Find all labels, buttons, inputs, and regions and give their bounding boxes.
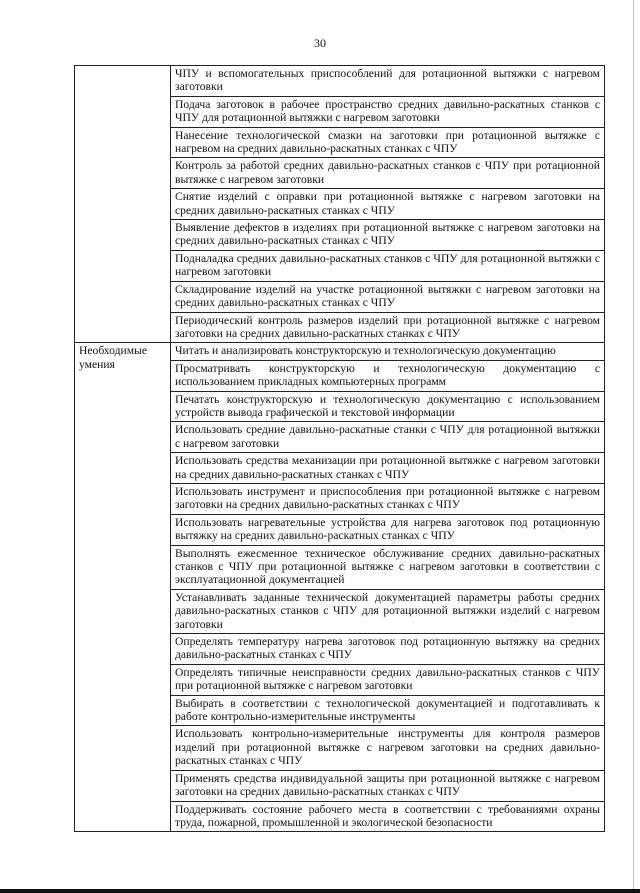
item-cell: Использовать средние давильно-раскатные станки с ЧПУ для ротационной вытяжки с нагревом заготовки [171, 422, 605, 453]
item-cell: Снятие изделий с оправки при ротационной вытяжке с нагревом заготовки на средних давильно-раскатных станках с ЧПУ [171, 189, 605, 220]
item-cell: Выполнять ежесменное техническое обслуживание средних давильно-раскатных станков с ЧПУ при ротационной вытяжке с нагревом заготовки в соответствии с эксплуатационной документацией [171, 545, 605, 589]
page-number: 30 [314, 36, 326, 50]
item-cell: Выбирать в соответствии с технологической документацией и подготавливать к работе контрольно-измерительные инструменты [171, 695, 605, 726]
scan-bottom-border [0, 889, 640, 893]
requirements-table [74, 65, 605, 832]
table-row [75, 66, 605, 97]
item-cell: Поддерживать состояние рабочего места в соответствии с требованиями охраны труда, пожарной, промышленной и экологической безопасности [171, 801, 605, 832]
table-body [75, 66, 605, 832]
table-row [75, 343, 605, 360]
item-cell: Контроль за работой средних давильно-раскатных станков с ЧПУ при ротационной вытяжке с нагревом заготовки [171, 158, 605, 189]
item-cell: Читать и анализировать конструкторскую и технологическую документацию [171, 343, 605, 360]
item-cell: Использовать средства механизации при ротационной вытяжке с нагревом заготовки на средних давильно-раскатных станках с ЧПУ [171, 453, 605, 484]
item-cell: ЧПУ и вспомогательных приспособлений для ротационной вытяжки с нагревом заготовки [171, 66, 605, 97]
item-cell: Использовать нагревательные устройства для нагрева заготовок под ротационную вытяжку на средних давильно-раскатных станках с ЧПУ [171, 514, 605, 545]
category-cell [75, 66, 171, 343]
item-cell: Просматривать конструкторскую и технологическую документацию с использованием прикладных компьютерных программ [171, 360, 605, 391]
item-cell: Определять типичные неисправности средних давильно-раскатных станков с ЧПУ при ротационной вытяжке с нагревом заготовки [171, 664, 605, 695]
scan-edge [633, 0, 634, 893]
item-cell: Нанесение технологической смазки на заготовки при ротационной вытяжке с нагревом на средних давильно-раскатных станках с ЧПУ [171, 127, 605, 158]
item-cell: Определять температуру нагрева заготовок под ротационную вытяжку на средних давильно-раскатных станках с ЧПУ [171, 634, 605, 665]
item-cell: Использовать инструмент и приспособления при ротационной вытяжке с нагревом заготовки на средних давильно-раскатных станках с ЧПУ [171, 483, 605, 514]
item-cell: Периодический контроль размеров изделий при ротационной вытяжке с нагревом заготовки на средних давильно-раскатных станках с ЧПУ [171, 312, 605, 343]
category-cell: Необходимые умения [75, 343, 171, 832]
item-cell: Устанавливать заданные технической документацией параметры работы средних давильно-раскатных станков с ЧПУ для ротационной вытяжки изделий с нагревом заготовки [171, 589, 605, 633]
item-cell: Выявление дефектов в изделиях при ротационной вытяжке с нагревом заготовки на средних давильно-раскатных станках с ЧПУ [171, 220, 605, 251]
item-cell: Подача заготовок в рабочее пространство средних давильно-раскатных станков с ЧПУ для ротационной вытяжки с нагревом заготовки [171, 96, 605, 127]
item-cell: Применять средства индивидуальной защиты при ротационной вытяжке с нагревом заготовки на средних давильно-раскатных станках с ЧПУ [171, 770, 605, 801]
item-cell: Печатать конструкторскую и технологическую документацию с использованием устройств вывода графической и текстовой информации [171, 391, 605, 422]
item-cell: Использовать контрольно-измерительные инструменты для контроля размеров изделий при ротационной вытяжке с нагревом заготовки на средних давильно-раскатных станках с ЧПУ [171, 726, 605, 770]
item-cell: Складирование изделий на участке ротационной вытяжки с нагревом заготовки на средних давильно-раскатных станках с ЧПУ [171, 281, 605, 312]
item-cell: Подналадка средних давильно-раскатных станков с ЧПУ для ротационной вытяжки с нагревом заготовки [171, 250, 605, 281]
